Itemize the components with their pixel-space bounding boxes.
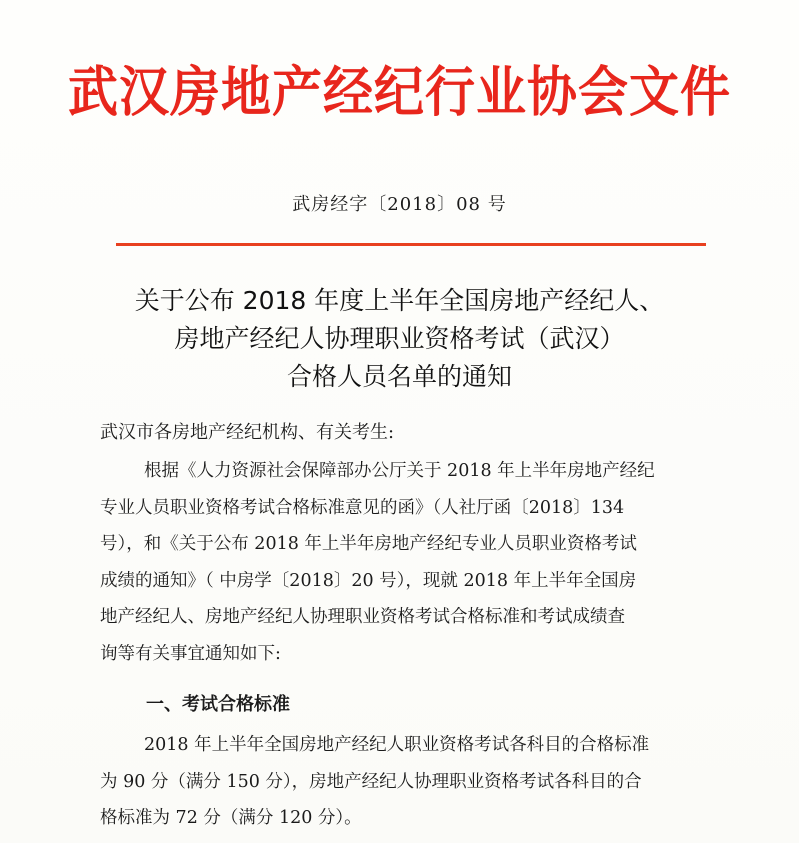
paragraph-line: 专业人员职业资格考试合格标准意见的函》（人社厅函〔2018〕134 xyxy=(100,497,625,518)
paragraph-line: 格标准为 72 分（满分 120 分）。 xyxy=(100,808,362,828)
masthead-title: 武汉房地产经纪行业协会文件 xyxy=(68,60,731,124)
section-heading-pass-standard: 一、考试合格标准 xyxy=(146,694,290,715)
paragraph-line: 2018 年上半年全国房地产经纪人职业资格考试各科目的合格标准 xyxy=(144,735,650,755)
salutation: 武汉市各房地产经纪机构、有关考生: xyxy=(100,422,395,443)
paragraph-line: 为 90 分（满分 150 分），房地产经纪人协理职业资格考试各科目的合 xyxy=(100,771,642,792)
notice-title-line-1: 关于公布 2018 年度上半年全国房地产经纪人、 xyxy=(134,286,665,315)
paragraph-line: 地产经纪人、房地产经纪人协理职业资格考试合格标准和考试成绩查 xyxy=(100,607,625,627)
paragraph-line: 根据《人力资源社会保障部办公厅关于 2018 年上半年房地产经纪 xyxy=(144,461,655,481)
notice-title-line-2: 房地产经纪人协理职业资格考试（武汉） xyxy=(174,324,625,353)
paragraph-line: 号），和《关于公布 2018 年上半年房地产经纪专业人员职业资格考试 xyxy=(100,534,637,554)
paragraph-intro xyxy=(100,453,720,672)
paragraph-pass-standard xyxy=(100,727,720,837)
document-number: 武房经字〔2018〕08 号 xyxy=(292,194,507,215)
paragraph-line: 询等有关事宜通知如下: xyxy=(100,643,281,664)
paragraph-line: 成绩的通知》（ 中房学〔2018〕20 号），现就 2018 年上半年全国房 xyxy=(100,570,637,591)
notice-title-line-3: 合格人员名单的通知 xyxy=(286,362,512,391)
red-divider-line xyxy=(116,243,706,246)
notice-title xyxy=(0,282,799,396)
